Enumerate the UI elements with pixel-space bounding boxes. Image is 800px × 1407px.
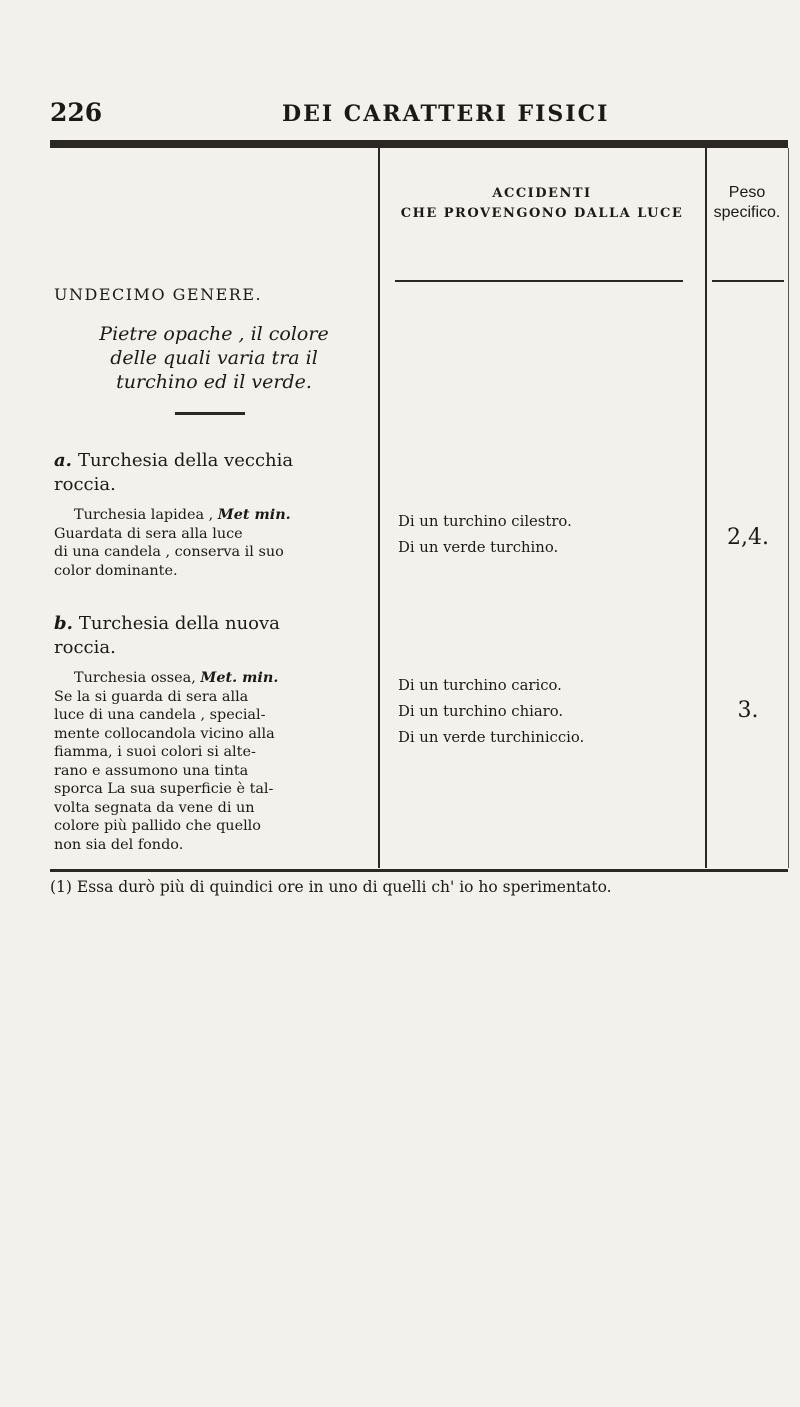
genus-description-line: delle quali varia tra il <box>110 347 318 369</box>
item-a-description <box>54 506 374 580</box>
accident-entry: Di un turchino cilestro. <box>398 513 572 530</box>
accident-entry: Di un turchino chiaro. <box>398 703 564 720</box>
item-b-text-line: rano e assumono una tinta <box>54 762 249 779</box>
item-a-reference: Met min. <box>217 506 291 523</box>
item-a-name: Turchesia lapidea , <box>74 507 214 523</box>
accident-entry: Di un turchino carico. <box>398 677 562 694</box>
item-b-letter: b. <box>54 613 73 634</box>
item-a-accidents <box>398 509 698 561</box>
column-header-accidenti-line2: CHE PROVENGONO DALLA LUCE <box>400 206 684 221</box>
genus-description-line: Pietre opache , il colore <box>99 323 329 345</box>
column-header-peso-line2: specifico. <box>713 204 781 221</box>
genus-description-line: turchino ed il verde. <box>116 371 312 393</box>
item-b-text-line: luce di una candela , special- <box>54 707 266 723</box>
item-b-text-line: non sia del fondo. <box>54 836 184 853</box>
item-b-title-line2: roccia. <box>54 637 116 658</box>
item-a-text-line: Guardata di sera alla luce <box>54 525 243 542</box>
item-b-specific-weight: 3. <box>737 698 759 723</box>
column-header-peso <box>707 183 787 223</box>
item-b-text-line: Se la si guarda di sera alla <box>54 688 249 705</box>
item-b-description <box>54 669 374 854</box>
item-b-text-line: sporca La sua superficie è tal- <box>54 781 274 797</box>
item-b-text-line: mente collocandola vicino alla <box>54 725 275 742</box>
running-head: DEI CARATTERI FISICI <box>282 101 610 127</box>
column-header-accidenti-line1: ACCIDENTI <box>492 186 592 201</box>
item-b-text-line: colore più pallido che quello <box>54 818 261 834</box>
footnote: (1) Essa durò più di quindici ore in uno di quelli ch' io ho sperimentato. <box>50 878 612 896</box>
item-a-title-line1: Turchesia della vecchia <box>77 450 294 471</box>
item-a-title-line2: roccia. <box>54 474 116 495</box>
item-b-title <box>54 612 376 660</box>
item-a-letter: a. <box>54 450 72 471</box>
item-b-name: Turchesia ossea, <box>74 670 196 686</box>
column-divider-right <box>705 148 707 868</box>
accident-entry: Di un verde turchino. <box>398 539 559 556</box>
genus-description <box>54 322 374 394</box>
accident-entry: Di un verde turchiniccio. <box>398 729 585 746</box>
header-rule-accidenti <box>395 280 683 282</box>
item-b-text-line: fiamma, i suoi colori si alte- <box>54 744 256 760</box>
column-header-peso-line1: Peso <box>728 184 766 201</box>
section-divider <box>175 412 245 415</box>
item-a-specific-weight: 2,4. <box>727 525 769 550</box>
column-header-accidenti <box>380 184 704 224</box>
item-b-text-line: volta segnata da vene di un <box>54 799 255 816</box>
header-rule-peso <box>712 280 784 282</box>
table-bottom-rule <box>50 869 788 872</box>
table-top-rule <box>50 140 788 148</box>
column-divider-left <box>378 148 380 868</box>
table-right-edge <box>788 148 789 868</box>
genus-title: UNDECIMO GENERE. <box>54 285 263 304</box>
item-a-title <box>54 449 376 497</box>
item-b-reference: Met. min. <box>200 669 279 686</box>
item-a-text-line: color dominante. <box>54 562 178 579</box>
page-number: 226 <box>50 98 103 127</box>
item-a-text-line: di una candela , conserva il suo <box>54 544 284 560</box>
item-b-accidents <box>398 673 698 751</box>
item-b-title-line1: Turchesia della nuova <box>78 613 280 634</box>
